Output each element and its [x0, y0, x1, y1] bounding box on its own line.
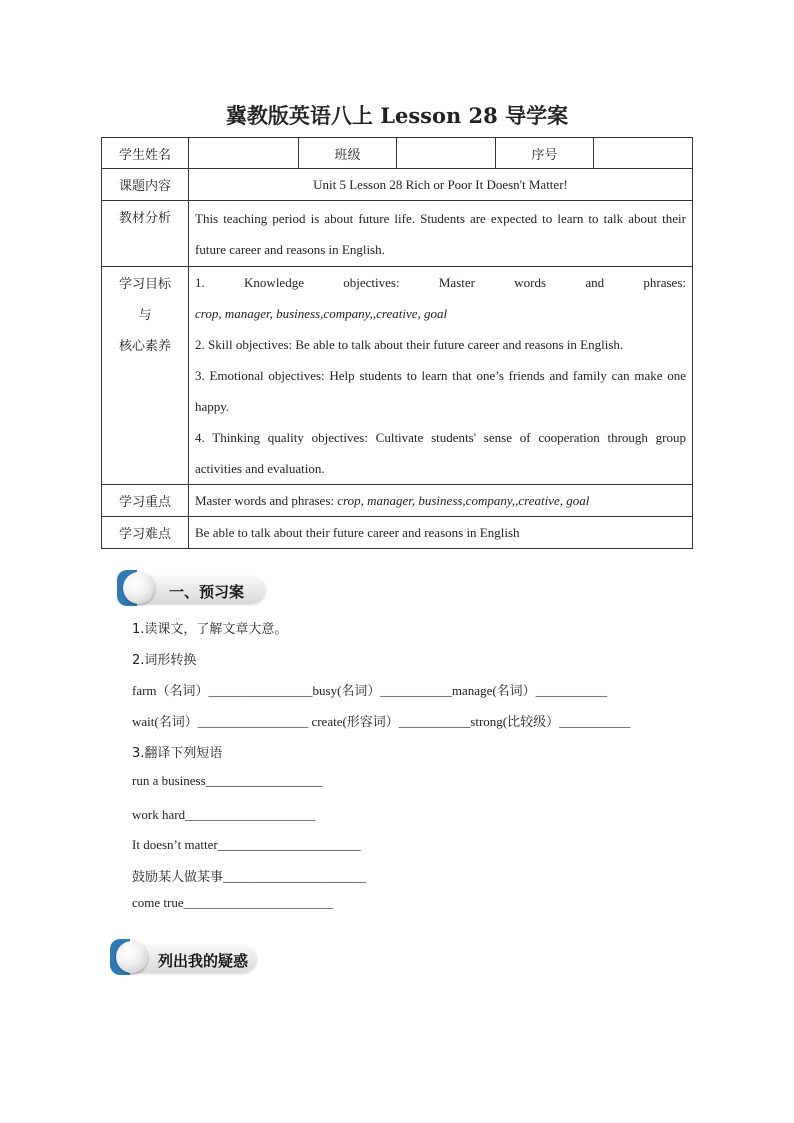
- phrase-5[interactable]: come true_______________________: [132, 895, 334, 910]
- goals-value: [189, 267, 693, 485]
- goals-label-3: 核心素养: [118, 339, 171, 354]
- goal-1-words: crop, manager, business,company,,creative, goal: [195, 306, 448, 321]
- goals-label-1: 学习目标: [118, 277, 171, 292]
- key-words: crop, manager, business,company,,creative, goal: [337, 493, 590, 508]
- key-prefix: Master words and phrases:: [195, 493, 338, 508]
- content-label: 课题内容: [102, 169, 189, 201]
- goal-1-line: [195, 267, 686, 298]
- goal-3: 3. Emotional objectives: Help students to learn that one’s friends and family can make one happy.: [195, 368, 686, 414]
- name-label: 学生姓名: [102, 138, 189, 169]
- difficulty-label: 学习难点: [102, 517, 189, 549]
- analysis-label: 教材分析: [102, 201, 189, 267]
- sphere-icon: [116, 941, 148, 973]
- phrase-2[interactable]: work hard____________________: [132, 807, 316, 822]
- phrase-3[interactable]: It doesn’t matter______________________: [132, 837, 361, 852]
- word-form-line-2[interactable]: wait(名词）_________________ create(形容词）___________strong(比较级）___________: [132, 714, 631, 729]
- question-3: 3.翻译下列短语: [132, 746, 223, 761]
- word-form-line-1[interactable]: farm（名词）________________busy(名词）___________manage(名词）___________: [132, 683, 608, 698]
- class-label: 班级: [299, 138, 397, 169]
- section-preview-title: 一、预习案: [169, 583, 245, 601]
- section-questions-title: 列出我的疑惑: [158, 952, 249, 970]
- question-1: 1.读课文，了解文章大意。: [132, 622, 288, 637]
- info-table: [101, 137, 693, 549]
- goal-1-prefix: 1. Knowledge objectives: Master words and phrases:: [195, 275, 686, 290]
- number-label: 序号: [496, 138, 594, 169]
- goal-2: 2. Skill objectives: Be able to talk about their future career and reasons in English.: [195, 337, 624, 352]
- phrase-4[interactable]: 鼓励某人做某事______________________: [132, 869, 367, 884]
- goal-4: 4. Thinking quality objectives: Cultivate students' sense of cooperation through group activities and evaluation.: [195, 430, 686, 476]
- section-preview-heading: [117, 570, 277, 606]
- analysis-value: This teaching period is about future life. Students are expected to learn to talk about their future career and reasons in English.: [189, 201, 693, 267]
- number-cell[interactable]: [594, 138, 693, 169]
- key-value: [189, 485, 693, 517]
- phrase-1[interactable]: run a business__________________: [132, 773, 323, 788]
- section-questions-heading: [110, 939, 270, 975]
- difficulty-value: Be able to talk about their future career and reasons in English: [189, 517, 693, 549]
- goals-label-2: 与: [138, 308, 152, 323]
- content-value: Unit 5 Lesson 28 Rich or Poor It Doesn't Matter!: [189, 169, 693, 201]
- page-title: 冀教版英语八上 Lesson 28 导学案: [225, 103, 569, 128]
- name-cell[interactable]: [189, 138, 299, 169]
- class-cell[interactable]: [397, 138, 496, 169]
- sphere-icon: [123, 572, 155, 604]
- question-2: 2.词形转换: [132, 653, 197, 668]
- goals-label: [102, 267, 189, 485]
- key-label: 学习重点: [102, 485, 189, 517]
- goal-1-words-line: [195, 298, 686, 329]
